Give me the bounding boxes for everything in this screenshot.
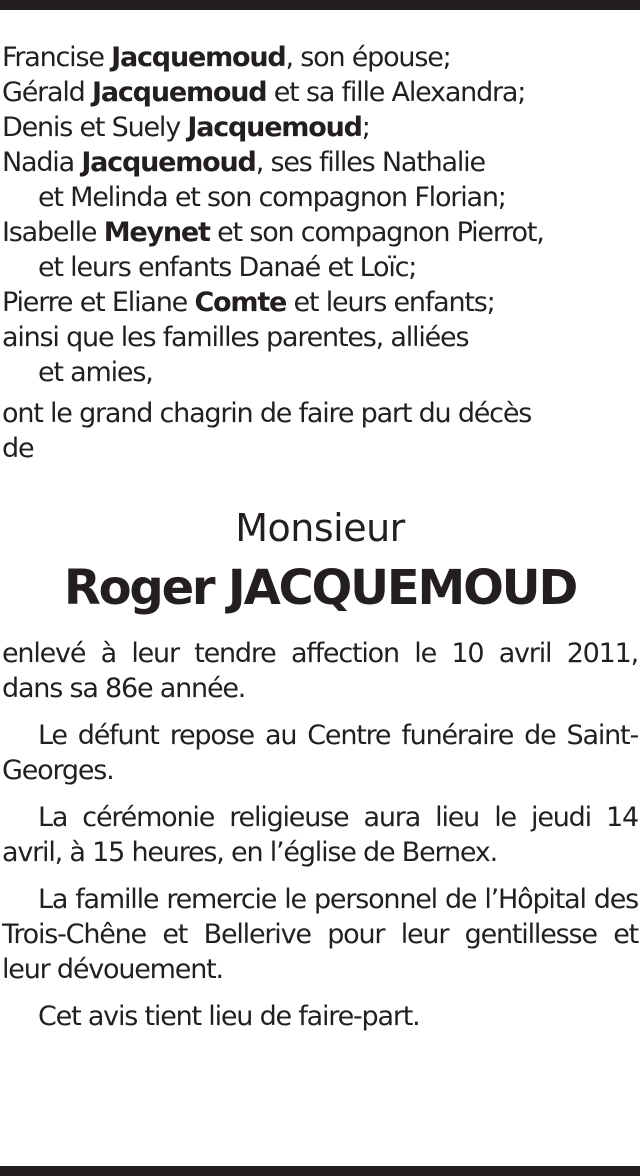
family-line: Gérald Jacquemoud et sa fille Alexandra; [2,77,526,108]
obituary-notice [2,40,638,1034]
paragraph: Cet avis tient lieu de faire-part. [38,1001,420,1032]
family-line-continued: et amies, [38,357,153,388]
family-line: Nadia Jacquemoud, ses filles Nathalie [2,147,485,178]
paragraph: enlevé à leur tendre affection le 10 avril 2011, dans sa 86e année. [2,638,638,704]
deceased-title: Monsieur [235,506,405,550]
family-line: Denis et Suely Jacquemoud; [2,112,370,143]
family-line-continued: et Melinda et son compagnon Florian; [38,182,506,213]
announcement-line: de [2,433,34,464]
top-rule [0,0,640,10]
paragraph: Le défunt repose au Centre funéraire de Saint-Georges. [2,720,638,786]
announcement [2,396,638,466]
paragraph: La cérémonie religieuse aura lieu le jeudi 14 avril, à 15 heures, en l’église de Bernex. [2,802,638,868]
paragraph: La famille remercie le personnel de l’Hôpital des Trois-Chêne et Bellerive pour leur gentillesse et leur dévouement. [2,884,638,985]
family-line-continued: et leurs enfants Danaé et Loïc; [38,252,417,283]
deceased-name: Roger JACQUEMOUD [63,560,577,616]
bottom-rule [0,1166,640,1176]
family-list [2,40,638,390]
family-line: Francise Jacquemoud, son épouse; [2,42,451,73]
family-line: Isabelle Meynet et son compagnon Pierrot, [2,217,544,248]
family-line: Pierre et Eliane Comte et leurs enfants; [2,287,495,318]
notice-body [2,636,638,1034]
announcement-line: ont le grand chagrin de faire part du décès [2,398,532,429]
family-line: ainsi que les familles parentes, alliées [2,322,469,353]
